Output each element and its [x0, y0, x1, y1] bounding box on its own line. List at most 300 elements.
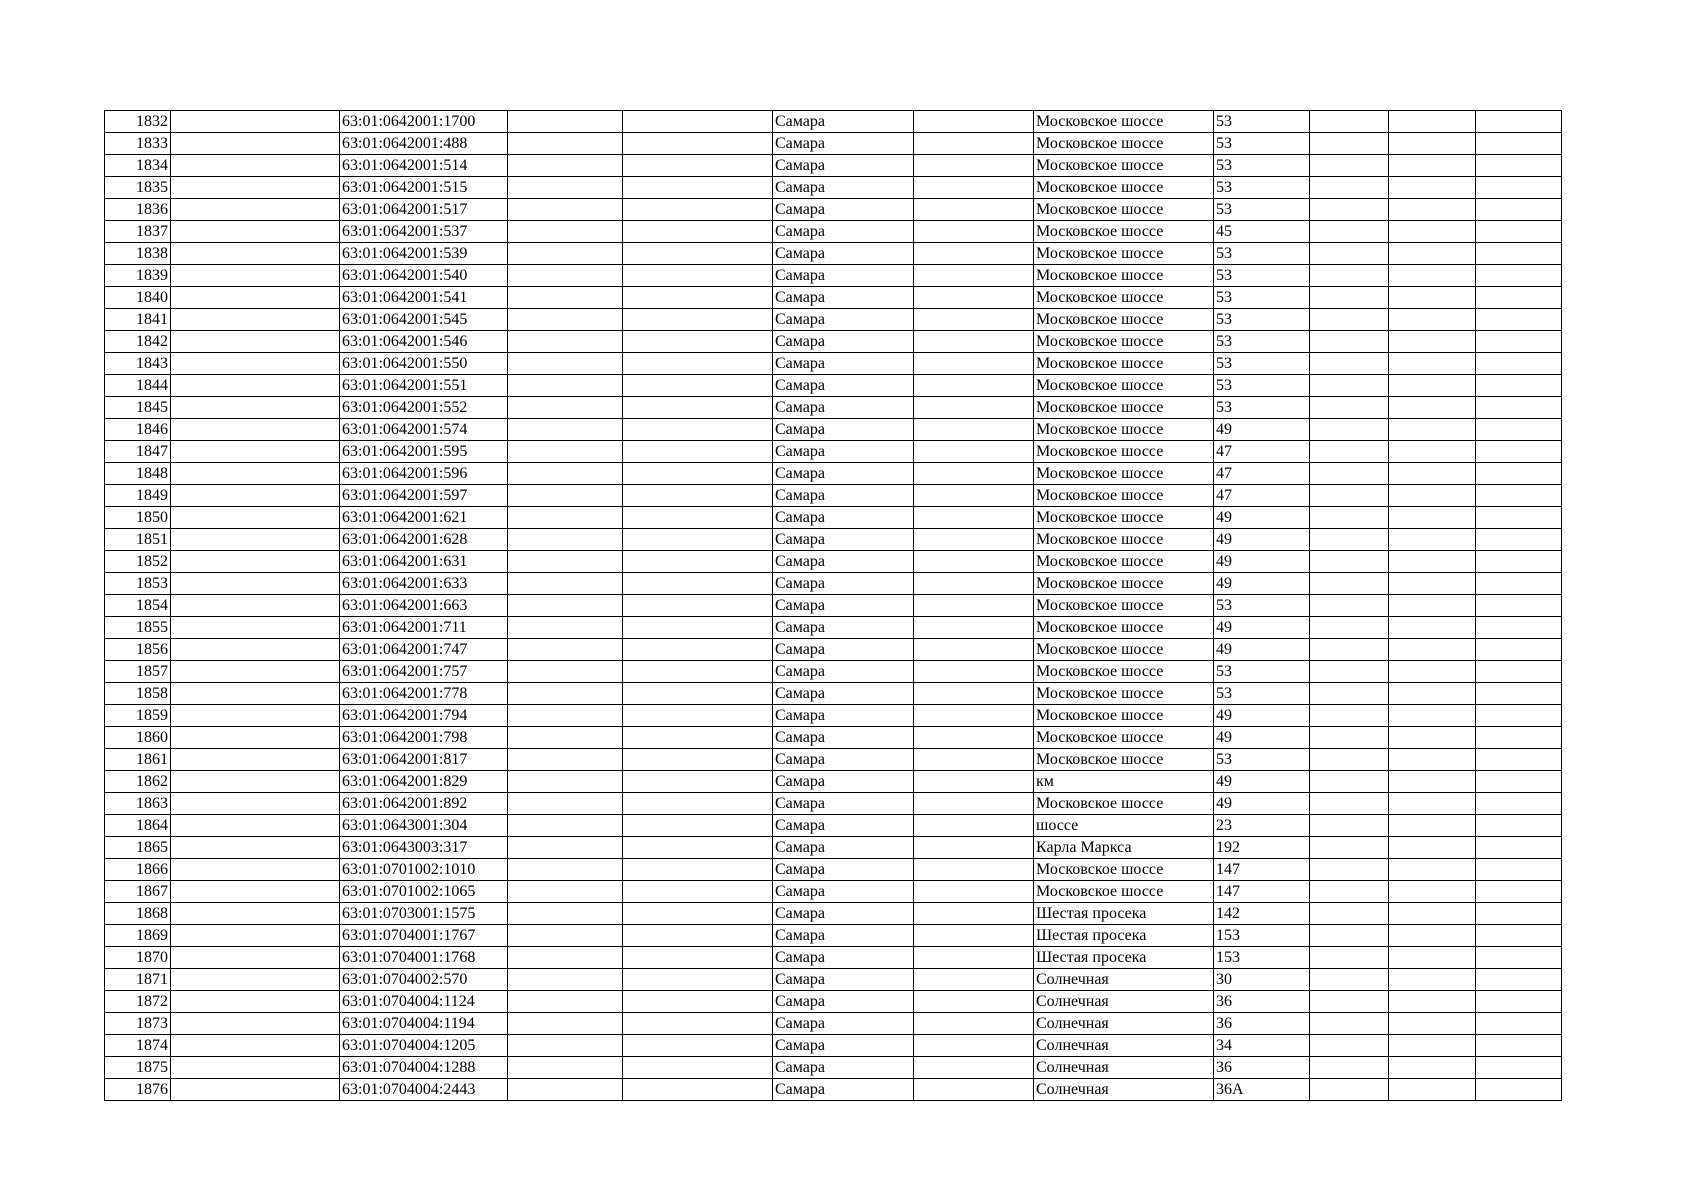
empty-cell [171, 243, 340, 265]
row-number-cell: 1838 [105, 243, 171, 265]
empty-cell [623, 441, 773, 463]
empty-cell [1389, 771, 1476, 793]
empty-cell [1476, 485, 1562, 507]
table-row [105, 991, 1562, 1013]
empty-cell [914, 639, 1034, 661]
empty-cell [914, 947, 1034, 969]
row-number-cell: 1864 [105, 815, 171, 837]
empty-cell [914, 1079, 1034, 1101]
empty-cell [914, 353, 1034, 375]
city-cell: Самара [773, 133, 914, 155]
empty-cell [1476, 771, 1562, 793]
empty-cell [171, 551, 340, 573]
city-cell: Самара [773, 859, 914, 881]
empty-cell [914, 133, 1034, 155]
empty-cell [1476, 683, 1562, 705]
empty-cell [1389, 419, 1476, 441]
empty-cell [914, 419, 1034, 441]
empty-cell [171, 221, 340, 243]
house-number-cell: 45 [1214, 221, 1310, 243]
table-row [105, 1057, 1562, 1079]
house-number-cell: 53 [1214, 595, 1310, 617]
empty-cell [508, 441, 623, 463]
empty-cell [1310, 287, 1389, 309]
row-number-cell: 1834 [105, 155, 171, 177]
row-number-cell: 1872 [105, 991, 171, 1013]
empty-cell [1389, 1013, 1476, 1035]
row-number-cell: 1874 [105, 1035, 171, 1057]
empty-cell [623, 1079, 773, 1101]
empty-cell [508, 1079, 623, 1101]
empty-cell [1389, 463, 1476, 485]
row-number-cell: 1858 [105, 683, 171, 705]
row-number-cell: 1853 [105, 573, 171, 595]
empty-cell [1389, 309, 1476, 331]
empty-cell [1476, 705, 1562, 727]
house-number-cell: 47 [1214, 441, 1310, 463]
empty-cell [171, 1035, 340, 1057]
house-number-cell: 49 [1214, 727, 1310, 749]
cadastral-number-cell: 63:01:0642001:596 [340, 463, 508, 485]
cadastral-number-cell: 63:01:0642001:597 [340, 485, 508, 507]
empty-cell [171, 177, 340, 199]
table-row [105, 727, 1562, 749]
empty-cell [508, 859, 623, 881]
empty-cell [1389, 991, 1476, 1013]
cadastral-number-cell: 63:01:0704002:570 [340, 969, 508, 991]
empty-cell [508, 903, 623, 925]
empty-cell [171, 991, 340, 1013]
empty-cell [914, 595, 1034, 617]
empty-cell [508, 991, 623, 1013]
cadastral-number-cell: 63:01:0642001:488 [340, 133, 508, 155]
street-cell: Московское шоссе [1034, 419, 1214, 441]
empty-cell [623, 1013, 773, 1035]
cadastral-number-cell: 63:01:0701002:1065 [340, 881, 508, 903]
cadastral-number-cell: 63:01:0642001:550 [340, 353, 508, 375]
street-cell: Солнечная [1034, 969, 1214, 991]
street-cell: Московское шоссе [1034, 595, 1214, 617]
empty-cell [171, 661, 340, 683]
empty-cell [1476, 529, 1562, 551]
empty-cell [1310, 309, 1389, 331]
house-number-cell: 153 [1214, 925, 1310, 947]
empty-cell [1389, 661, 1476, 683]
empty-cell [1310, 837, 1389, 859]
empty-cell [623, 221, 773, 243]
empty-cell [171, 265, 340, 287]
cadastral-number-cell: 63:01:0642001:551 [340, 375, 508, 397]
empty-cell [1389, 1035, 1476, 1057]
empty-cell [1310, 859, 1389, 881]
city-cell: Самара [773, 705, 914, 727]
table-row [105, 507, 1562, 529]
cadastral-number-cell: 63:01:0642001:541 [340, 287, 508, 309]
empty-cell [1476, 397, 1562, 419]
empty-cell [1310, 1079, 1389, 1101]
empty-cell [1310, 573, 1389, 595]
empty-cell [171, 793, 340, 815]
empty-cell [1476, 441, 1562, 463]
table-row [105, 661, 1562, 683]
empty-cell [623, 815, 773, 837]
empty-cell [914, 243, 1034, 265]
house-number-cell: 53 [1214, 331, 1310, 353]
empty-cell [1310, 155, 1389, 177]
empty-cell [623, 991, 773, 1013]
empty-cell [171, 199, 340, 221]
empty-cell [623, 265, 773, 287]
empty-cell [1476, 155, 1562, 177]
empty-cell [171, 485, 340, 507]
table-row [105, 1035, 1562, 1057]
house-number-cell: 23 [1214, 815, 1310, 837]
street-cell: Московское шоссе [1034, 353, 1214, 375]
street-cell: Московское шоссе [1034, 441, 1214, 463]
empty-cell [1310, 815, 1389, 837]
city-cell: Самара [773, 1013, 914, 1035]
city-cell: Самара [773, 1057, 914, 1079]
cadastral-number-cell: 63:01:0642001:517 [340, 199, 508, 221]
empty-cell [1310, 419, 1389, 441]
table-row [105, 331, 1562, 353]
empty-cell [914, 485, 1034, 507]
cadastral-number-cell: 63:01:0704001:1768 [340, 947, 508, 969]
empty-cell [1310, 111, 1389, 133]
empty-cell [508, 551, 623, 573]
row-number-cell: 1857 [105, 661, 171, 683]
empty-cell [914, 969, 1034, 991]
table-row [105, 837, 1562, 859]
empty-cell [623, 331, 773, 353]
empty-cell [171, 397, 340, 419]
table-row [105, 397, 1562, 419]
cadastral-number-cell: 63:01:0704004:1194 [340, 1013, 508, 1035]
street-cell: Московское шоссе [1034, 573, 1214, 595]
house-number-cell: 49 [1214, 573, 1310, 595]
empty-cell [914, 859, 1034, 881]
empty-cell [508, 199, 623, 221]
house-number-cell: 53 [1214, 309, 1310, 331]
empty-cell [1476, 331, 1562, 353]
table-row [105, 617, 1562, 639]
empty-cell [623, 969, 773, 991]
empty-cell [1476, 881, 1562, 903]
table-row [105, 133, 1562, 155]
house-number-cell: 36 [1214, 1057, 1310, 1079]
house-number-cell: 34 [1214, 1035, 1310, 1057]
row-number-cell: 1875 [105, 1057, 171, 1079]
empty-cell [171, 287, 340, 309]
empty-cell [171, 331, 340, 353]
street-cell: Московское шоссе [1034, 507, 1214, 529]
city-cell: Самара [773, 727, 914, 749]
city-cell: Самара [773, 1079, 914, 1101]
empty-cell [623, 925, 773, 947]
row-number-cell: 1837 [105, 221, 171, 243]
empty-cell [1389, 1079, 1476, 1101]
empty-cell [508, 309, 623, 331]
street-cell: Московское шоссе [1034, 155, 1214, 177]
empty-cell [1389, 837, 1476, 859]
row-number-cell: 1840 [105, 287, 171, 309]
empty-cell [1310, 507, 1389, 529]
empty-cell [508, 705, 623, 727]
table-row [105, 287, 1562, 309]
empty-cell [508, 155, 623, 177]
table-row [105, 463, 1562, 485]
empty-cell [1476, 1079, 1562, 1101]
table-row [105, 815, 1562, 837]
empty-cell [1389, 705, 1476, 727]
empty-cell [1476, 1013, 1562, 1035]
empty-cell [1476, 991, 1562, 1013]
empty-cell [508, 287, 623, 309]
empty-cell [508, 749, 623, 771]
table-row [105, 1079, 1562, 1101]
empty-cell [171, 837, 340, 859]
empty-cell [171, 749, 340, 771]
street-cell: Московское шоссе [1034, 551, 1214, 573]
house-number-cell: 36 [1214, 1013, 1310, 1035]
street-cell: шоссе [1034, 815, 1214, 837]
cadastral-number-cell: 63:01:0642001:1700 [340, 111, 508, 133]
empty-cell [1476, 551, 1562, 573]
house-number-cell: 49 [1214, 639, 1310, 661]
house-number-cell: 49 [1214, 419, 1310, 441]
city-cell: Самара [773, 903, 914, 925]
empty-cell [914, 903, 1034, 925]
house-number-cell: 53 [1214, 749, 1310, 771]
house-number-cell: 49 [1214, 529, 1310, 551]
empty-cell [1476, 837, 1562, 859]
empty-cell [508, 793, 623, 815]
empty-cell [1476, 221, 1562, 243]
empty-cell [623, 573, 773, 595]
empty-cell [171, 1057, 340, 1079]
row-number-cell: 1843 [105, 353, 171, 375]
house-number-cell: 153 [1214, 947, 1310, 969]
empty-cell [508, 265, 623, 287]
empty-cell [914, 1035, 1034, 1057]
row-number-cell: 1865 [105, 837, 171, 859]
city-cell: Самара [773, 485, 914, 507]
empty-cell [623, 419, 773, 441]
empty-cell [171, 639, 340, 661]
street-cell: Солнечная [1034, 1035, 1214, 1057]
city-cell: Самара [773, 1035, 914, 1057]
empty-cell [1389, 177, 1476, 199]
empty-cell [171, 903, 340, 925]
house-number-cell: 53 [1214, 243, 1310, 265]
city-cell: Самара [773, 265, 914, 287]
empty-cell [508, 111, 623, 133]
cadastral-number-cell: 63:01:0642001:514 [340, 155, 508, 177]
empty-cell [623, 155, 773, 177]
street-cell: Московское шоссе [1034, 485, 1214, 507]
row-number-cell: 1855 [105, 617, 171, 639]
empty-cell [623, 617, 773, 639]
empty-cell [1389, 1057, 1476, 1079]
cadastral-number-cell: 63:01:0643001:304 [340, 815, 508, 837]
empty-cell [508, 771, 623, 793]
empty-cell [623, 529, 773, 551]
row-number-cell: 1836 [105, 199, 171, 221]
house-number-cell: 53 [1214, 199, 1310, 221]
empty-cell [508, 133, 623, 155]
empty-cell [1310, 969, 1389, 991]
empty-cell [508, 1013, 623, 1035]
empty-cell [508, 925, 623, 947]
empty-cell [1476, 815, 1562, 837]
empty-cell [914, 463, 1034, 485]
empty-cell [1389, 221, 1476, 243]
empty-cell [1476, 859, 1562, 881]
table-row [105, 881, 1562, 903]
empty-cell [1310, 991, 1389, 1013]
row-number-cell: 1832 [105, 111, 171, 133]
empty-cell [623, 683, 773, 705]
registry-table [104, 110, 1562, 1101]
empty-cell [914, 705, 1034, 727]
empty-cell [1476, 947, 1562, 969]
row-number-cell: 1866 [105, 859, 171, 881]
empty-cell [1310, 1035, 1389, 1057]
empty-cell [171, 771, 340, 793]
empty-cell [1389, 793, 1476, 815]
empty-cell [1310, 331, 1389, 353]
street-cell: Московское шоссе [1034, 727, 1214, 749]
city-cell: Самара [773, 463, 914, 485]
table-row [105, 177, 1562, 199]
empty-cell [623, 507, 773, 529]
empty-cell [1310, 397, 1389, 419]
row-number-cell: 1862 [105, 771, 171, 793]
empty-cell [623, 837, 773, 859]
empty-cell [623, 947, 773, 969]
city-cell: Самара [773, 375, 914, 397]
street-cell: Шестая просека [1034, 947, 1214, 969]
empty-cell [914, 683, 1034, 705]
street-cell: Солнечная [1034, 991, 1214, 1013]
empty-cell [623, 1035, 773, 1057]
cadastral-number-cell: 63:01:0701002:1010 [340, 859, 508, 881]
empty-cell [508, 969, 623, 991]
empty-cell [171, 353, 340, 375]
table-row [105, 749, 1562, 771]
street-cell: Московское шоссе [1034, 265, 1214, 287]
city-cell: Самара [773, 815, 914, 837]
row-number-cell: 1849 [105, 485, 171, 507]
empty-cell [508, 419, 623, 441]
street-cell: Московское шоссе [1034, 793, 1214, 815]
empty-cell [508, 353, 623, 375]
empty-cell [171, 859, 340, 881]
empty-cell [508, 331, 623, 353]
empty-cell [623, 661, 773, 683]
city-cell: Самара [773, 221, 914, 243]
city-cell: Самара [773, 287, 914, 309]
table-row [105, 793, 1562, 815]
street-cell: Московское шоссе [1034, 133, 1214, 155]
empty-cell [914, 331, 1034, 353]
empty-cell [914, 177, 1034, 199]
empty-cell [623, 397, 773, 419]
empty-cell [1310, 683, 1389, 705]
cadastral-number-cell: 63:01:0642001:540 [340, 265, 508, 287]
table-row [105, 551, 1562, 573]
empty-cell [1310, 727, 1389, 749]
cadastral-number-cell: 63:01:0642001:574 [340, 419, 508, 441]
empty-cell [914, 309, 1034, 331]
empty-cell [1476, 727, 1562, 749]
empty-cell [171, 683, 340, 705]
empty-cell [1389, 265, 1476, 287]
street-cell: Московское шоссе [1034, 639, 1214, 661]
house-number-cell: 53 [1214, 375, 1310, 397]
cadastral-number-cell: 63:01:0642001:892 [340, 793, 508, 815]
empty-cell [914, 793, 1034, 815]
table-row [105, 419, 1562, 441]
empty-cell [171, 529, 340, 551]
empty-cell [1310, 1057, 1389, 1079]
street-cell: Московское шоссе [1034, 397, 1214, 419]
empty-cell [171, 133, 340, 155]
house-number-cell: 147 [1214, 859, 1310, 881]
empty-cell [1476, 595, 1562, 617]
house-number-cell: 53 [1214, 287, 1310, 309]
empty-cell [1389, 133, 1476, 155]
empty-cell [1476, 309, 1562, 331]
empty-cell [623, 903, 773, 925]
table-row [105, 683, 1562, 705]
empty-cell [508, 177, 623, 199]
row-number-cell: 1839 [105, 265, 171, 287]
empty-cell [623, 287, 773, 309]
row-number-cell: 1846 [105, 419, 171, 441]
row-number-cell: 1833 [105, 133, 171, 155]
empty-cell [1310, 881, 1389, 903]
row-number-cell: 1861 [105, 749, 171, 771]
empty-cell [1476, 793, 1562, 815]
house-number-cell: 47 [1214, 463, 1310, 485]
street-cell: Московское шоссе [1034, 199, 1214, 221]
empty-cell [171, 925, 340, 947]
row-number-cell: 1854 [105, 595, 171, 617]
empty-cell [171, 573, 340, 595]
row-number-cell: 1848 [105, 463, 171, 485]
empty-cell [171, 507, 340, 529]
house-number-cell: 49 [1214, 793, 1310, 815]
empty-cell [1389, 243, 1476, 265]
table-row [105, 925, 1562, 947]
cadastral-number-cell: 63:01:0642001:595 [340, 441, 508, 463]
empty-cell [914, 661, 1034, 683]
empty-cell [623, 133, 773, 155]
empty-cell [508, 1057, 623, 1079]
house-number-cell: 53 [1214, 111, 1310, 133]
empty-cell [171, 881, 340, 903]
table-row [105, 199, 1562, 221]
table-row [105, 947, 1562, 969]
cadastral-number-cell: 63:01:0642001:747 [340, 639, 508, 661]
table-row [105, 529, 1562, 551]
city-cell: Самара [773, 155, 914, 177]
empty-cell [171, 969, 340, 991]
empty-cell [914, 727, 1034, 749]
empty-cell [1310, 947, 1389, 969]
empty-cell [1476, 507, 1562, 529]
